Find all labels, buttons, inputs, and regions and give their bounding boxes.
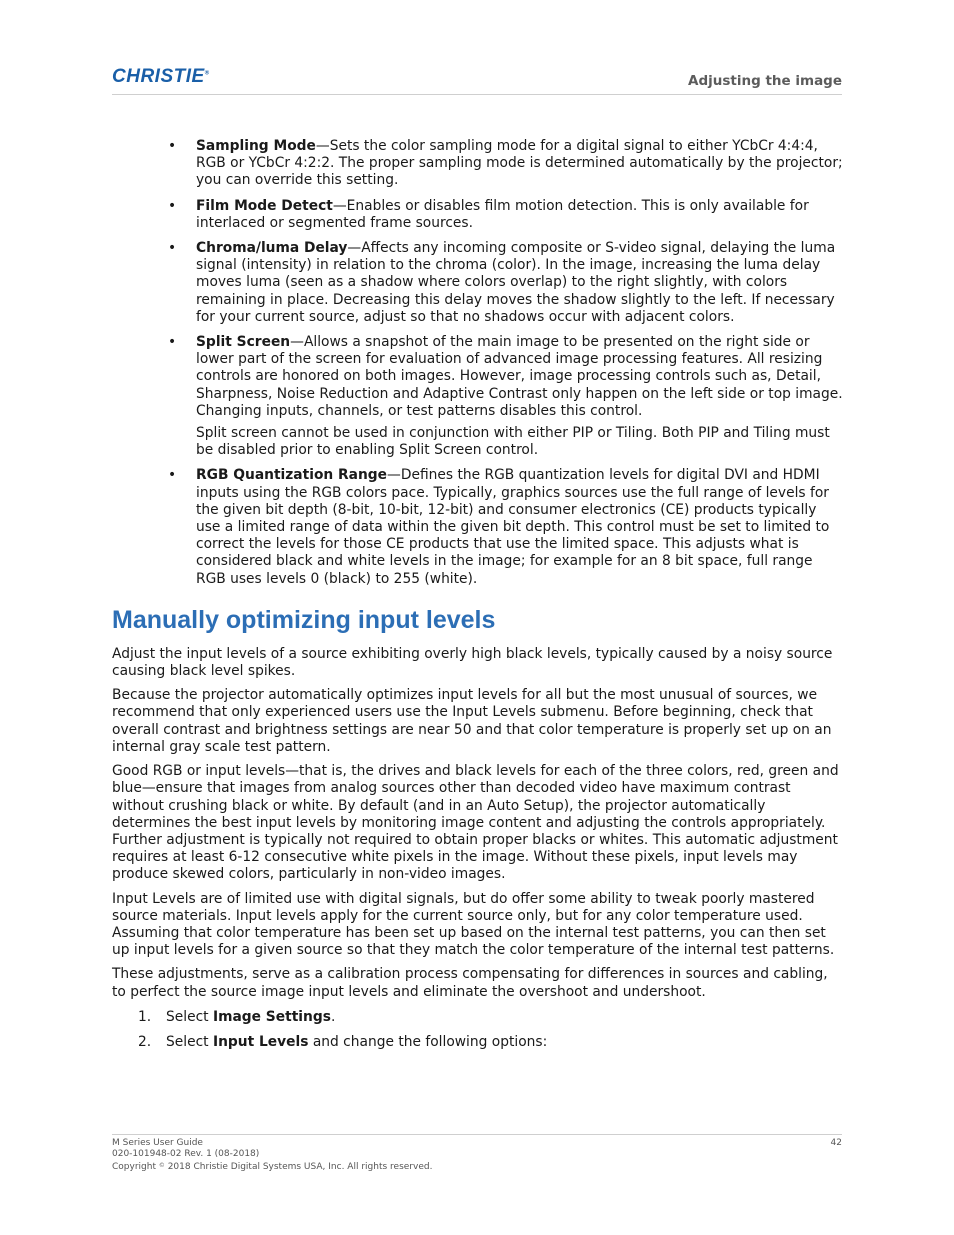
procedure-steps (112, 1009, 844, 1051)
bullet-icon: • (168, 240, 177, 257)
footer-doc-number: 020-101948-02 Rev. 1 (08-2018) (112, 1149, 260, 1160)
page-header (112, 66, 842, 95)
step-item (112, 1009, 844, 1026)
step-item (112, 1034, 844, 1051)
page-content (112, 138, 844, 1059)
option-term: Film Mode Detect (196, 197, 333, 214)
step-text-suffix: and change the following options: (308, 1033, 548, 1050)
footer-copyright (112, 1160, 842, 1173)
list-item-text (196, 467, 844, 587)
option-term: Split Screen (196, 334, 291, 351)
section-title: Adjusting the image (688, 73, 842, 89)
copyright-prefix: Copyright (112, 1162, 159, 1173)
list-item-text (196, 138, 844, 190)
list-item (112, 198, 844, 232)
list-item (112, 334, 844, 459)
copyright-text: 2018 Christie Digital Systems USA, Inc. All rights reserved. (164, 1162, 433, 1173)
option-term: Chroma/luma Delay (196, 240, 348, 257)
option-description: —Enables or disables film motion detection. This is only available for interlaced or segmented frame sources. (196, 197, 809, 231)
step-number: 1. (138, 1008, 152, 1025)
option-note: Split screen cannot be used in conjunction with either PIP or Tiling. Both PIP and Tiling must be disabled prior to enabling Split Screen control. (196, 425, 830, 459)
body-paragraph: These adjustments, serve as a calibration process compensating for differences in sources and cabling, to perfect the source image input levels and eliminate the overshoot and undershoot. (112, 966, 828, 1000)
bullet-icon: • (168, 138, 177, 154)
body-paragraph: Input Levels are of limited use with digital signals, but do offer some ability to tweak poorly mastered source materials. Input levels apply for the current source only, but for any color temperature used. Assuming that color temperature has been set up based on the internal test patterns, you can then set up input levels for a given source so that they match the color temperature of the internal test patterns. (112, 890, 835, 959)
step-text-prefix: Select (166, 1008, 213, 1025)
list-item (112, 138, 844, 190)
list-item (112, 467, 844, 587)
bullet-icon: • (168, 334, 177, 351)
option-term: RGB Quantization Range (196, 467, 388, 484)
step-text-prefix: Select (166, 1033, 213, 1050)
christie-logo (112, 66, 210, 88)
bullet-icon: • (168, 197, 177, 214)
list-item-text (196, 240, 844, 326)
step-text-suffix: . (330, 1008, 336, 1025)
page-number: 42 (830, 1138, 842, 1148)
option-description: —Allows a snapshot of the main image to be presented on the right side or lower part of the screen for evaluation of advanced image processing features. All resizing controls are honored on both images. However, image processing controls such as, Detail, Sharpness, Noise Reduction and Adaptive Contrast only happen on the left side or top image. Changing inputs, channels, or test patterns disables this control. (196, 334, 843, 419)
bullet-icon: • (168, 467, 177, 484)
option-term: Sampling Mode (196, 138, 316, 154)
list-item-text (196, 198, 844, 232)
body-paragraph: Because the projector automatically optimizes input levels for all but the most unusual of sources, we recommend that only experienced users use the Input Levels submenu. Before beginning, check that overall contrast and brightness settings are near 50 and that color temperature is properly set up on an internal gray scale test pattern. (112, 687, 832, 755)
option-description: —Sets the color sampling mode for a digital signal to either YCbCr 4:4:4, RGB or YCbCr 4:2:2. The proper sampling mode is determined automatically by the projector; you can override this setting. (196, 138, 843, 189)
step-menu-name: Input Levels (212, 1033, 309, 1050)
copyright-symbol: © (158, 1162, 165, 1170)
body-paragraph: Good RGB or input levels—that is, the drives and black levels for each of the three colors, red, green and blue—ensure that images from analog sources other than decoded video have maximum contrast without crushing black or white. By default (and in an Auto Setup), the projector automatically determines the best input levels by monitoring image content and adjusting the controls appropriately. Further adjustment is typically not required to obtain proper blacks or whites. This automatic adjustment requires at least 6-12 consecutive white pixels in the image. Without these pixels, input levels may produce skewed colors, particularly in non-video images. (112, 763, 839, 883)
logo-trademark: ® (204, 70, 210, 77)
body-paragraph: Adjust the input levels of a source exhibiting overly high black levels, typically caused by a noisy source causing black level spikes. (112, 645, 833, 680)
logo-text: CHRISTIE (112, 66, 205, 87)
option-description: —Affects any incoming composite or S-video signal, delaying the luma signal (intensity) in relation to the chroma (color). In the image, increasing the luma delay moves luma (seen as a shadow where colors overlap) to the right slightly, with colors remaining in place. Decreasing this delay moves the shadow slightly to the left. If necessary for your current source, adjust so that no shadows occur with adjacent colors. (196, 240, 836, 325)
page-footer (112, 1134, 842, 1174)
step-menu-name: Image Settings (212, 1008, 331, 1025)
list-item-text (196, 334, 844, 420)
step-number: 2. (138, 1033, 152, 1050)
section-heading: Manually optimizing input levels (112, 605, 496, 634)
option-list (112, 138, 844, 588)
footer-doc-title: M Series User Guide (112, 1138, 203, 1148)
option-description: —Defines the RGB quantization levels for digital DVI and HDMI inputs using the RGB colors pace. Typically, graphics sources use the full range of levels for the given bit depth (8-bit, 10-bit, 12-bit) and consumer electronics (CE) products typically use a limited range of data within the given bit depth. This control must be set to limited to correct the levels for those CE products that use the limited space. This adjusts what is considered black and white levels in the image; for example for an 8 bit space, full range RGB uses levels 0 (black) to 255 (white). (196, 467, 830, 587)
list-item (112, 240, 844, 326)
